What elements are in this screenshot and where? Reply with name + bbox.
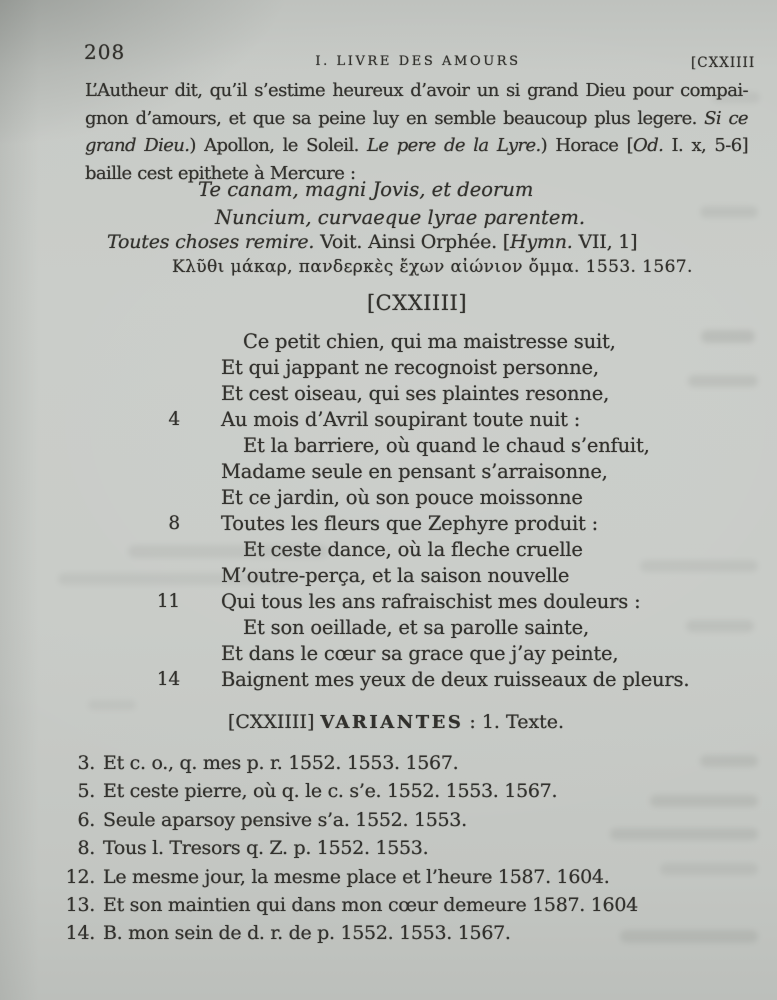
sonnet-body — [0, 329, 777, 693]
verse-line — [0, 433, 777, 459]
verse-line — [0, 511, 777, 537]
verse-line — [0, 485, 777, 511]
latin-quote-line: Te canam, magni Jovis, et deorum — [198, 178, 534, 201]
verse-text: Ce petit chien, qui ma maistresse suit, — [243, 330, 616, 353]
gloss-lemma: Toutes choses remire. — [107, 231, 315, 253]
variante-item — [0, 891, 777, 919]
variante-number: 6. — [77, 808, 95, 831]
bleedthrough-smudge — [701, 330, 755, 343]
verse-text: Au mois d’Avril soupirant toute nuit : — [221, 408, 581, 431]
verse-line — [0, 667, 777, 693]
commentary-lemma: grand Dieu. — [85, 135, 190, 157]
bleedthrough-smudge — [620, 930, 758, 943]
citation-abbrev: Hymn. — [510, 231, 573, 253]
bleedthrough-smudge — [700, 755, 758, 767]
verse-text: Et son oeillade, et sa parolle sainte, — [243, 616, 589, 639]
variante-text: Et c. o., q. mes p. r. 1552. 1553. 1567. — [103, 752, 459, 774]
verse-line — [0, 641, 777, 667]
verse-text: Madame seule en pensant s’arraisonne, — [221, 460, 608, 483]
verse-line — [0, 381, 777, 407]
sonnet-number-heading: [CXXIIII] — [366, 291, 468, 315]
greek-quote-line: Κλῦθι μάκαρ, πανδερκὲς ἔχων αἰώνιον ὄμμα. 1553. 1567. — [172, 257, 693, 277]
bleedthrough-smudge — [712, 92, 760, 103]
bleedthrough-smudge — [686, 620, 754, 632]
variante-text: B. mon sein de d. r. de p. 1552. 1553. 1567. — [103, 922, 511, 945]
citation-abbrev: Od. — [633, 135, 664, 157]
verse-text: Toutes les fleurs que Zephyre produit : — [221, 512, 599, 535]
bleedthrough-smudge — [58, 573, 293, 585]
bleedthrough-smudge — [610, 828, 758, 840]
commentary-text: gnon d’amours, et que sa peine luy en semble beaucoup plus legere. — [85, 107, 705, 129]
commentary-line — [85, 132, 748, 160]
bleedthrough-smudge — [700, 206, 758, 218]
commentary-paragraph — [85, 77, 748, 188]
variantes-heading-word: VARIANTES — [320, 712, 464, 733]
variante-item — [0, 749, 777, 777]
bleedthrough-smudge — [650, 795, 758, 807]
latin-quote-line: Nuncium, curvaeque lyrae parentem. — [215, 206, 586, 229]
verse-line — [0, 615, 777, 641]
gloss-line — [107, 231, 637, 253]
verse-text: Qui tous les ans rafraischist mes douleurs : — [221, 590, 641, 613]
running-title: I. LIVRE DES AMOURS — [315, 54, 521, 69]
variante-number: 8. — [77, 837, 95, 860]
commentary-text: I. x, 5-6] — [663, 135, 749, 157]
variantes-heading — [228, 711, 564, 733]
bleedthrough-smudge — [640, 560, 758, 572]
verse-text: Et qui jappant ne recognoist personne, — [221, 356, 599, 379]
variantes-heading-number: [CXXIIII] — [227, 711, 321, 733]
variante-number: 13. — [65, 893, 95, 916]
bleedthrough-smudge — [128, 545, 328, 558]
verse-text: Et cest oiseau, qui ses plaintes resonne, — [221, 382, 610, 405]
verse-number: 4 — [168, 409, 180, 430]
commentary-text: L’Autheur dit, qu’il s’estime heureux d’avoir un si grand Dieu pour compai- — [85, 80, 748, 101]
verse-line — [0, 459, 777, 485]
commentary-line — [85, 77, 748, 105]
commentary-text: baille cest epithete à Mercure : — [85, 163, 356, 185]
variante-text: Le mesme jour, la mesme place et l’heure 1587. 1604. — [103, 865, 610, 888]
commentary-lemma: Si ce — [704, 107, 748, 129]
page-number: 208 — [84, 40, 126, 64]
variante-text: Et ceste pierre, où q. le c. s’e. 1552. 1553. 1567. — [103, 780, 558, 803]
commentary-text: ) Horace [ — [540, 135, 634, 157]
bleedthrough-smudge — [688, 375, 758, 387]
variante-text: Tous l. Tresors q. Z. p. 1552. 1553. — [103, 837, 429, 860]
bleedthrough-smudge — [88, 700, 136, 710]
verse-number: 14 — [156, 669, 180, 690]
verse-number: 11 — [156, 591, 180, 612]
verse-text: Et la barriere, où quand le chaud s’enfuit, — [243, 434, 650, 457]
gloss-text: VII, 1] — [572, 231, 638, 253]
verse-text: Baignent mes yeux de deux ruisseaux de pleurs. — [221, 668, 690, 691]
variante-number: 12. — [65, 865, 95, 888]
verse-number: 8 — [168, 513, 180, 534]
variantes-list — [0, 749, 777, 948]
commentary-lemma: Le pere de la Lyre. — [367, 135, 541, 157]
verse-text: M’outre-perça, et la saison nouvelle — [221, 564, 570, 587]
variante-number: 5. — [77, 780, 95, 803]
gloss-text: Voit. Ainsi Orphée. [ — [314, 231, 511, 253]
commentary-line — [85, 105, 748, 133]
bleedthrough-smudge — [660, 863, 758, 875]
verse-line — [0, 355, 777, 381]
verse-text: Et dans le cœur sa grace que j’ay peinte, — [221, 642, 619, 665]
verse-line — [0, 407, 777, 433]
variante-text: Seule aparsoy pensive s’a. 1552. 1553. — [103, 808, 467, 831]
verse-line — [0, 589, 777, 615]
variante-number: 14. — [65, 922, 95, 945]
verse-text: Et ceste dance, où la fleche cruelle — [243, 538, 583, 561]
folio-marker: [CXXIIII — [691, 55, 756, 71]
verse-text: Et ce jardin, où son pouce moissonne — [221, 486, 583, 509]
verse-line — [0, 329, 777, 355]
variantes-heading-rest: : 1. Texte. — [463, 711, 565, 733]
commentary-text: ) Apollon, le Soleil. — [189, 135, 368, 157]
variante-number: 3. — [77, 752, 95, 774]
variante-text: Et son maintien qui dans mon cœur demeure 1587. 1604 — [103, 893, 638, 916]
